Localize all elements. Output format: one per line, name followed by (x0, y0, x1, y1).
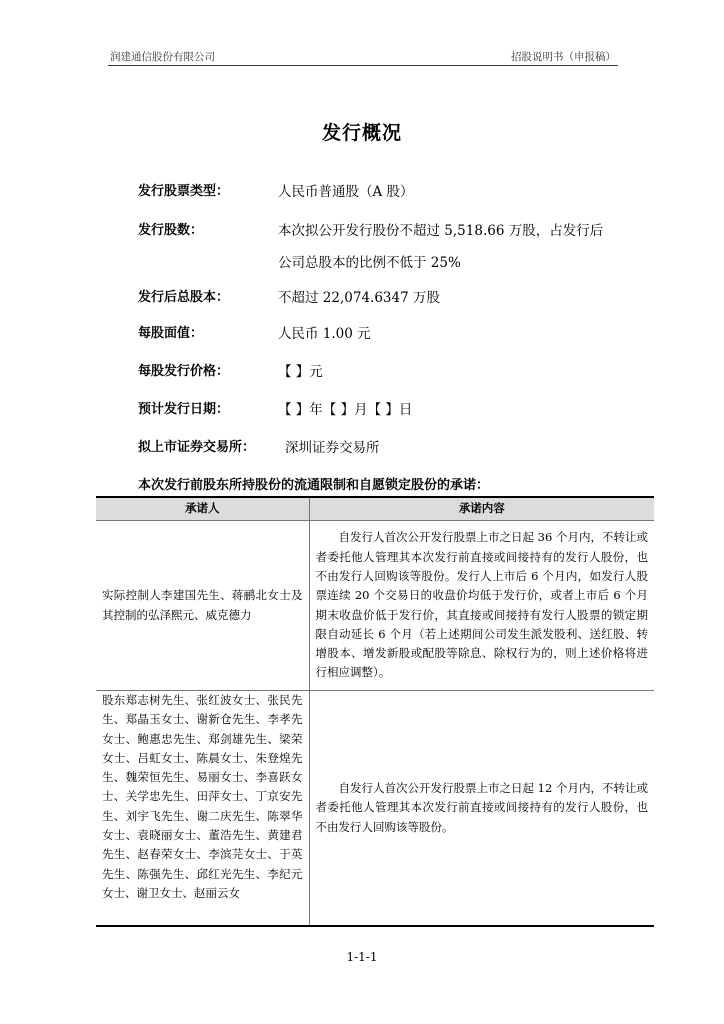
column-header-content: 承诺内容 (309, 497, 654, 521)
field-label: 每股面值： (138, 326, 204, 341)
commitment-content-cell: 自发行人首次公开发行股票上市之日起 12 个月内，不转让或者委托他人管理其本次发行前直接或间接持有的发行人股份，也不由发行人回购该等股份。 (309, 691, 654, 927)
header-rule (108, 65, 618, 66)
commitment-table (96, 496, 654, 927)
commitment-heading: 本次发行前股东所持股份的流通限制和自愿锁定股份的承诺： (138, 478, 490, 493)
field-value-continued: 公司总股本的比例不低于 25% (278, 255, 461, 271)
field-label: 发行股票类型： (138, 184, 230, 199)
page-number: 1-1-1 (346, 950, 378, 964)
field-label: 每股发行价格： (138, 364, 230, 379)
commitment-content-cell: 自发行人首次公开发行股票上市之日起 36 个月内，不转让或者委托他人管理其本次发行前直接或间接持有的发行人股份，也不由发行人回购该等股份。发行人上市后 6 个月内，如发行人股票连续 20 个交易日的收盘价均低于发行价，或者上市后 6 个月期末收盘价低于发行价，其直接或间接持有发行人股票的锁定期限自动延长 6 个月（若上述期间公司发生派发股利、送红股、转增股本、增发新股或配股等除息、除权行为的，则上述价格将进行相应调整）。 (309, 521, 654, 691)
header-company: 润建通信股份有限公司 (110, 51, 215, 63)
table-header-row (96, 497, 654, 521)
field-value: 深圳证券交易所 (285, 440, 380, 456)
field-value: 人民币 1.00 元 (278, 326, 371, 342)
field-value: 【 】年【 】月【 】日 (278, 402, 413, 418)
field-label: 拟上市证券交易所： (138, 440, 256, 455)
header-doc-name: 招股说明书（申报稿） (511, 51, 616, 63)
promisor-cell: 股东郑志树先生、张红波女士、张民先生、郑晶玉女士、谢新仓先生、李孝先女士、鲍惠忠先生、郑剑雄先生、梁荣女士、吕虹女士、陈晨女士、朱登煌先生、魏荣恒先生、易丽女士、李喜跃女士、关学忠先生、田萍女士、丁京安先生、刘宇飞先生、谢二庆先生、陈翠华女士、袁晓丽女士、董浩先生、黄建君先生、赵春荣女士、李滨芫女士、于英先生、陈强先生、邱红光先生、李纪元女士、谢卫女士、赵丽云女 (96, 691, 309, 927)
field-value: 【 】元 (278, 364, 323, 380)
field-label: 发行后总股本： (138, 290, 230, 305)
page-title: 发行概况 (321, 122, 402, 144)
field-label: 发行股数： (138, 223, 204, 238)
field-label: 预计发行日期： (138, 402, 230, 417)
field-value: 不超过 22,074.6347 万股 (278, 290, 440, 306)
field-value: 本次拟公开发行股份不超过 5,518.66 万股，占发行后 (278, 223, 604, 239)
promisor-cell: 实际控制人李建国先生、蒋鹂北女士及其控制的弘泽熙元、威克德力 (96, 521, 309, 691)
table-row (96, 521, 654, 691)
field-value: 人民币普通股（A 股） (278, 184, 414, 200)
column-header-promisor: 承诺人 (96, 497, 309, 521)
table-row (96, 691, 654, 927)
